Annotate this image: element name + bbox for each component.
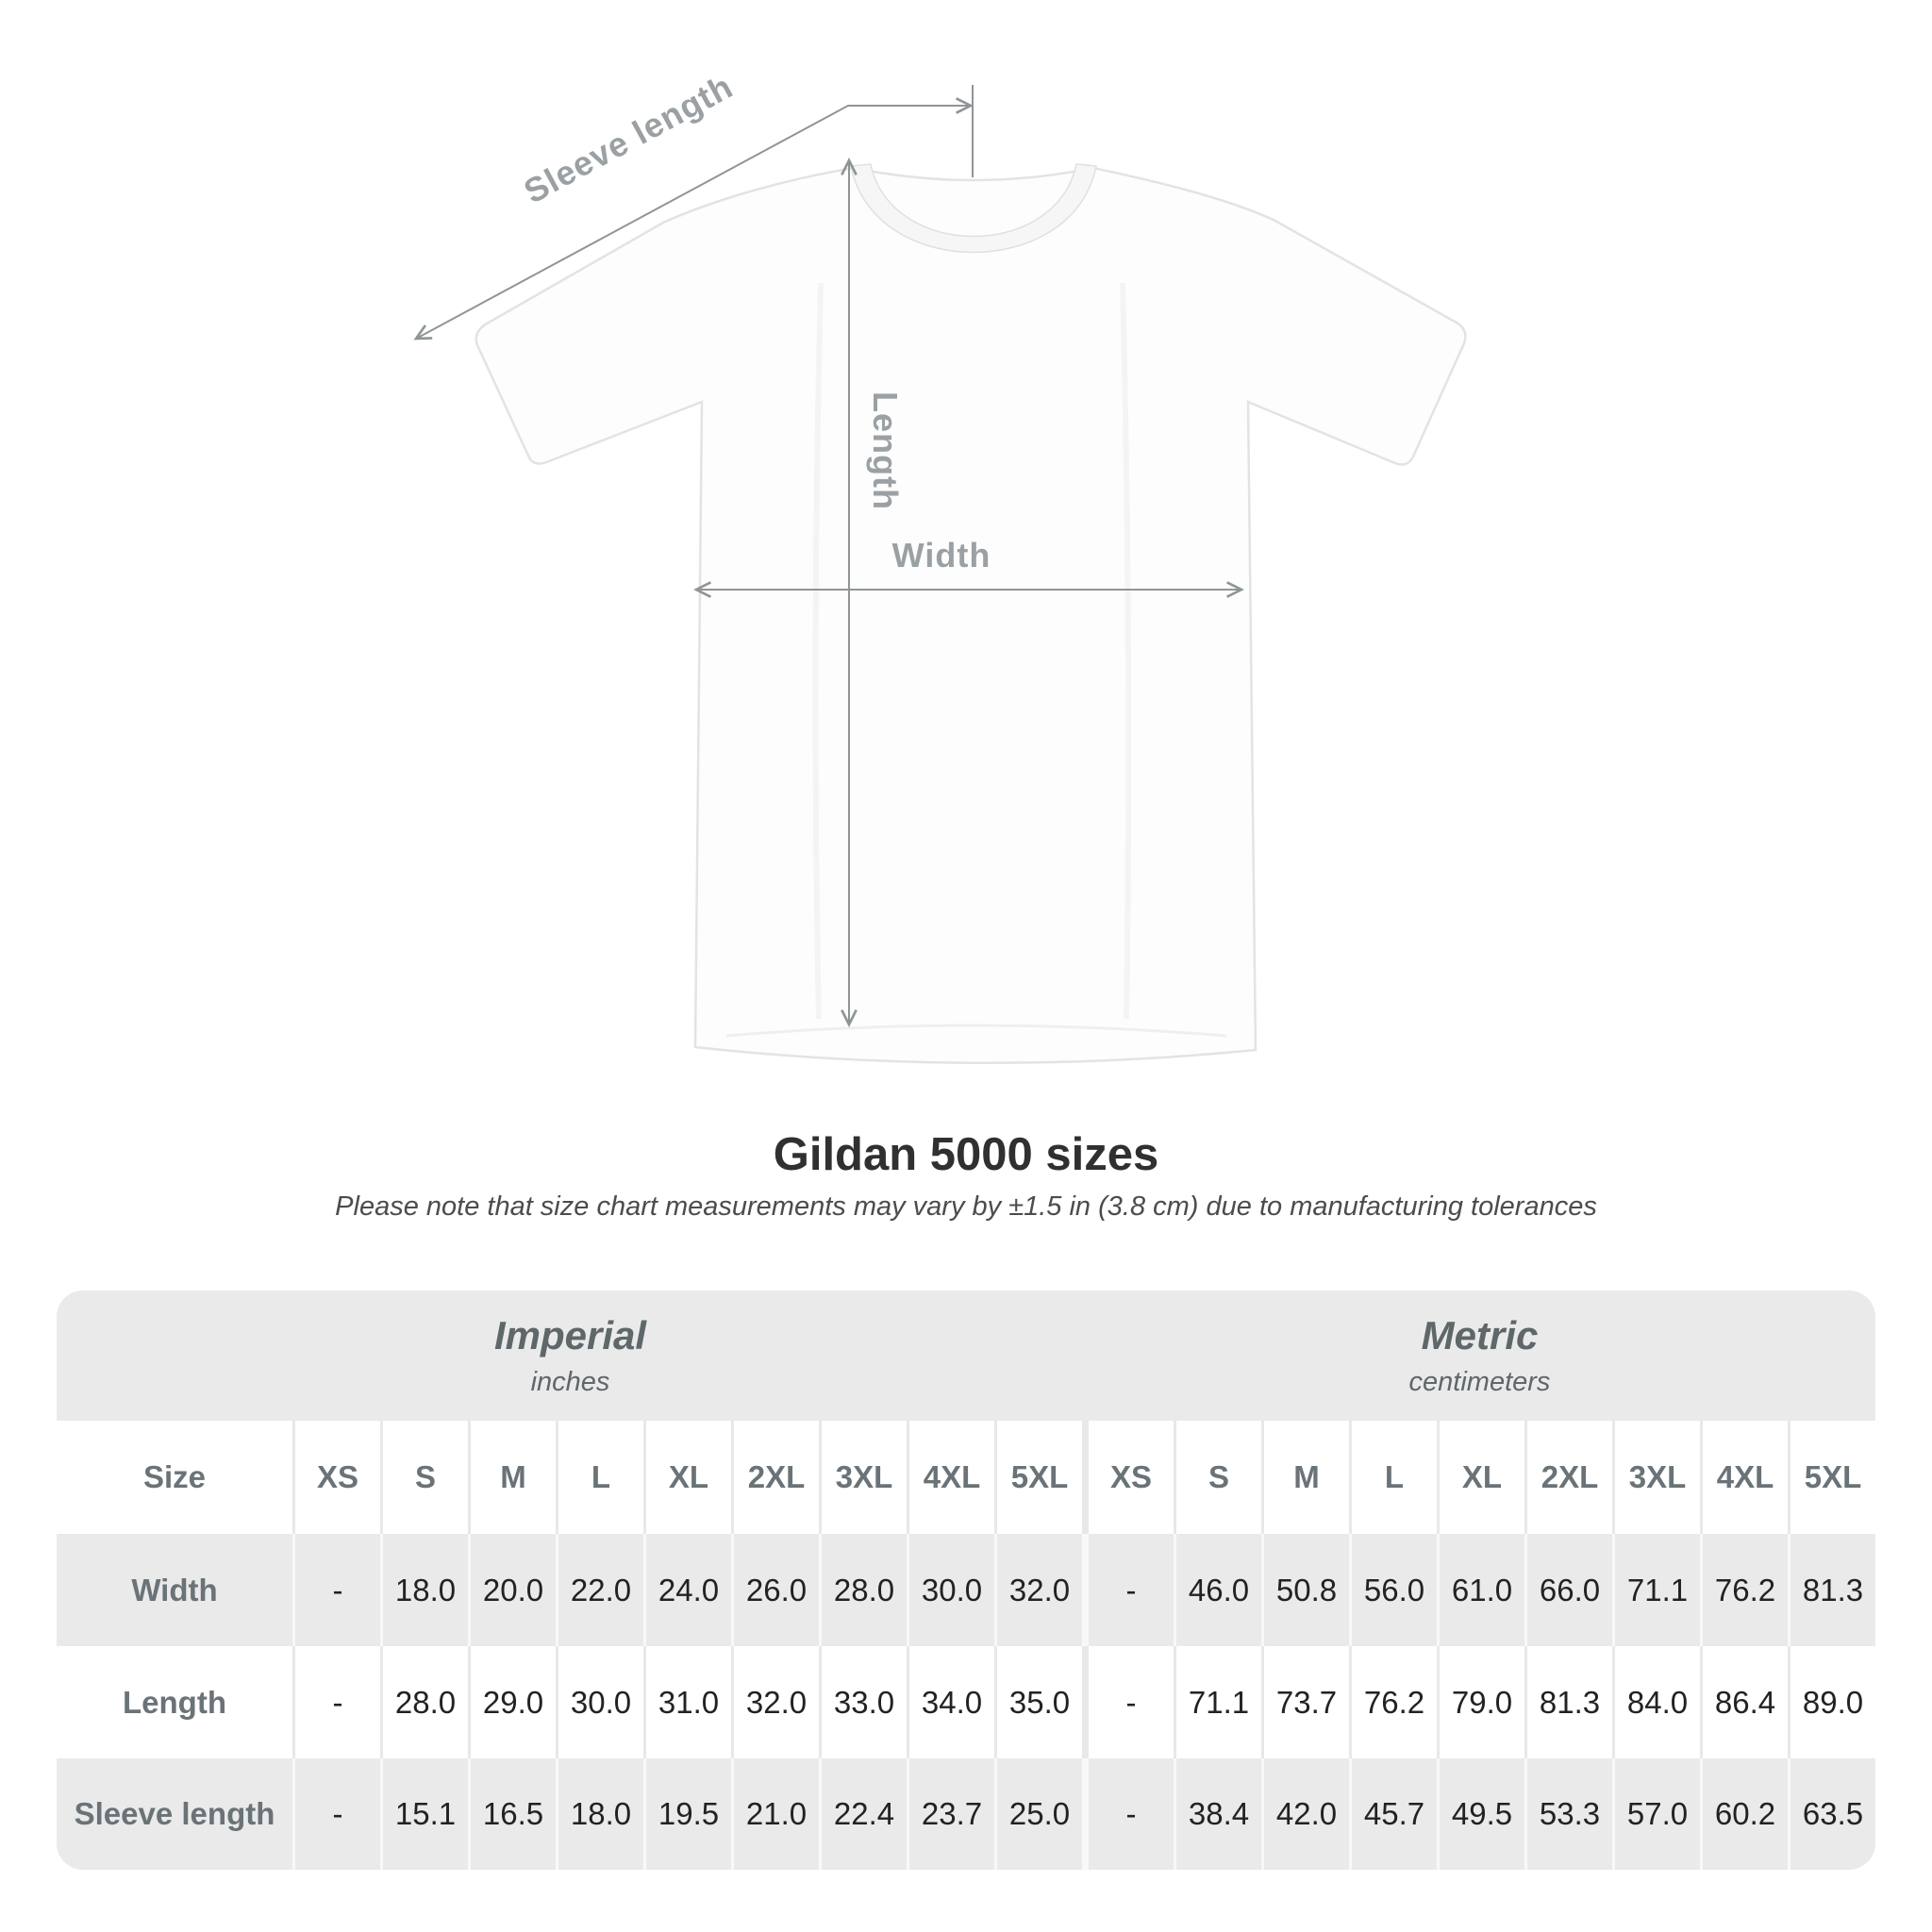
measurement-cell: 18.0 (380, 1534, 468, 1646)
measurement-cell: 30.0 (907, 1534, 994, 1646)
measurement-cell: 63.5 (1788, 1758, 1875, 1870)
tshirt-illustration (476, 164, 1466, 1063)
size-header-title: Size (142, 1459, 207, 1494)
unit-header-row (57, 1291, 1875, 1421)
measurement-row-length (57, 1646, 1875, 1758)
tolerance-note: Please note that size chart measurements may vary by ±1.5 in (3.8 cm) due to manufacturing tolerances (335, 1191, 1597, 1222)
measurement-cell: 46.0 (1174, 1534, 1261, 1646)
measurement-cell: 86.4 (1700, 1646, 1788, 1758)
measurement-cell: 32.0 (731, 1646, 819, 1758)
size-header-cell: 2XL (1524, 1421, 1612, 1534)
size-header-cell: 3XL (819, 1421, 907, 1534)
measurement-cell: 25.0 (994, 1758, 1082, 1870)
measurement-cell: 81.3 (1788, 1534, 1875, 1646)
measurement-cell: 38.4 (1174, 1758, 1261, 1870)
measurement-cell: 22.4 (819, 1758, 907, 1870)
size-header-cell: L (556, 1421, 643, 1534)
measurement-cell: 32.0 (994, 1534, 1082, 1646)
measurement-cell: 89.0 (1788, 1646, 1875, 1758)
imperial-system-label: Imperial (493, 1313, 647, 1357)
imperial-unit-label: inches (530, 1367, 610, 1397)
measurement-cell: - (1082, 1646, 1174, 1758)
measurement-cell: 56.0 (1349, 1534, 1437, 1646)
measurement-cell: 31.0 (643, 1646, 731, 1758)
measurement-cell: 19.5 (643, 1758, 731, 1870)
measurement-cell: 26.0 (731, 1534, 819, 1646)
measurement-cell: 34.0 (907, 1646, 994, 1758)
size-header-cell: S (1174, 1421, 1261, 1534)
measurement-cell: 21.0 (731, 1758, 819, 1870)
measurement-cell: 66.0 (1524, 1534, 1612, 1646)
measurement-cell: 16.5 (468, 1758, 556, 1870)
metric-unit-label: centimeters (1408, 1367, 1551, 1397)
measurement-cell: 53.3 (1524, 1758, 1612, 1870)
measurement-cell: 24.0 (643, 1534, 731, 1646)
size-header-cell: XL (643, 1421, 731, 1534)
sleeve-length-label: Sleeve length (517, 66, 740, 211)
measurement-row-sleeve-length (57, 1758, 1875, 1870)
measurement-cell: 81.3 (1524, 1646, 1612, 1758)
measurement-cell: 71.1 (1174, 1646, 1261, 1758)
measurement-cell: - (292, 1758, 380, 1870)
measurement-cell: 23.7 (907, 1758, 994, 1870)
size-header-cell: M (468, 1421, 556, 1534)
row-label: Length (123, 1684, 226, 1720)
measurement-cell: - (1082, 1534, 1174, 1646)
size-header-cell: 2XL (731, 1421, 819, 1534)
measurement-cell: 71.1 (1612, 1534, 1700, 1646)
measurement-cell: 33.0 (819, 1646, 907, 1758)
measurement-cell: 50.8 (1261, 1534, 1349, 1646)
measurement-cell: 49.5 (1437, 1758, 1524, 1870)
measurement-cell: 35.0 (994, 1646, 1082, 1758)
size-header-cell: XL (1437, 1421, 1524, 1534)
measurement-cell: 57.0 (1612, 1758, 1700, 1870)
measurement-cell: 79.0 (1437, 1646, 1524, 1758)
measurement-cell: 20.0 (468, 1534, 556, 1646)
measurement-cell: 28.0 (819, 1534, 907, 1646)
metric-system-label: Metric (1421, 1313, 1539, 1357)
tshirt-body (476, 168, 1466, 1063)
size-header-cell: XS (292, 1421, 380, 1534)
measurement-cell: - (1082, 1758, 1174, 1870)
size-header-cell: 4XL (907, 1421, 994, 1534)
size-header-cell: 5XL (994, 1421, 1082, 1534)
measurement-cell: 61.0 (1437, 1534, 1524, 1646)
size-header-cell: 5XL (1788, 1421, 1875, 1534)
size-table (57, 1291, 1875, 1870)
length-label: Length (866, 391, 905, 510)
measurement-cell: 76.2 (1700, 1534, 1788, 1646)
measurement-cell: 28.0 (380, 1646, 468, 1758)
measurement-cell: 73.7 (1261, 1646, 1349, 1758)
size-header-cell: 4XL (1700, 1421, 1788, 1534)
measurement-cell: 30.0 (556, 1646, 643, 1758)
size-header-row (57, 1421, 1875, 1534)
unit-header-imperial (57, 1291, 1084, 1421)
row-label: Width (131, 1572, 218, 1607)
width-label: Width (891, 536, 991, 575)
size-header-cell: XS (1082, 1421, 1174, 1534)
measurement-cell: - (292, 1534, 380, 1646)
size-header-cell: 3XL (1612, 1421, 1700, 1534)
measurement-cell: 84.0 (1612, 1646, 1700, 1758)
row-label: Sleeve length (74, 1796, 275, 1831)
size-header-cell: L (1349, 1421, 1437, 1534)
page-title: Gildan 5000 sizes (773, 1129, 1159, 1180)
measurement-cell: 15.1 (380, 1758, 468, 1870)
measurement-cell: 60.2 (1700, 1758, 1788, 1870)
measurement-cell: 18.0 (556, 1758, 643, 1870)
measurement-cell: 45.7 (1349, 1758, 1437, 1870)
measurement-cell: 76.2 (1349, 1646, 1437, 1758)
unit-header-metric (1084, 1291, 1875, 1421)
size-header-cell: M (1261, 1421, 1349, 1534)
measurement-cell: 29.0 (468, 1646, 556, 1758)
measurement-cell: 22.0 (556, 1534, 643, 1646)
measurement-row-width (57, 1534, 1875, 1646)
size-header-cell: S (380, 1421, 468, 1534)
measurement-cell: 42.0 (1261, 1758, 1349, 1870)
measurement-cell: - (292, 1646, 380, 1758)
